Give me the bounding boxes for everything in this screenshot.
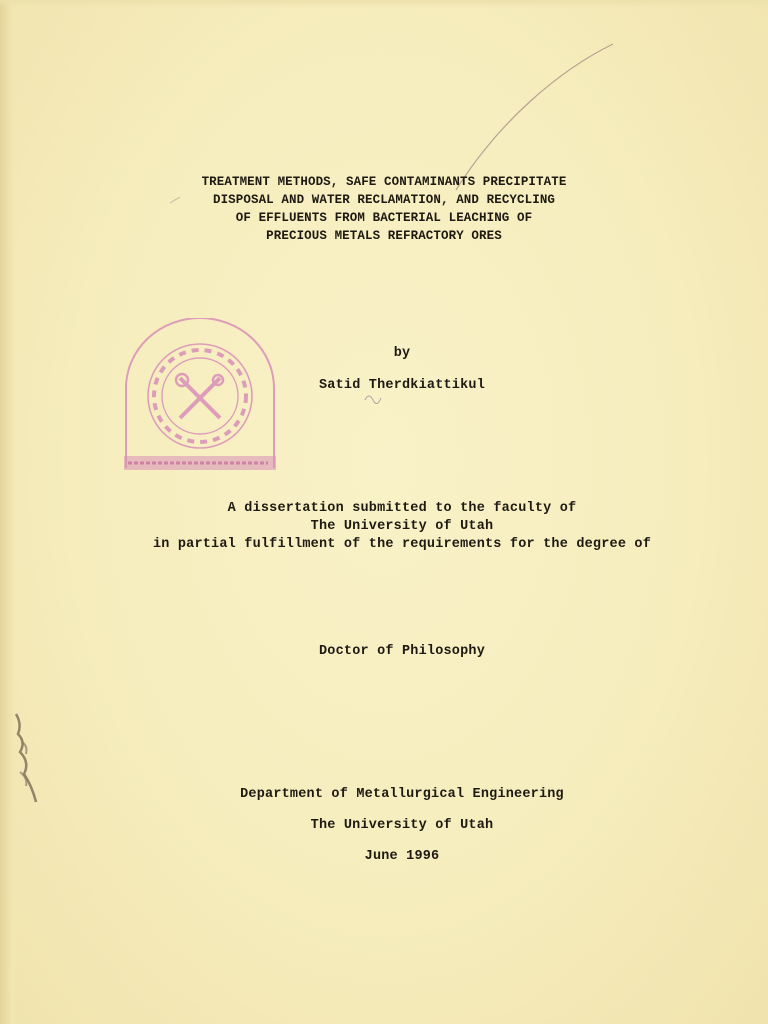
submission-date: June 1996 xyxy=(364,849,440,864)
author-name: Satid Therdkiattikul xyxy=(318,378,486,393)
thesis-title-line-2: DISPOSAL AND WATER RECLAMATION, AND RECYCLING xyxy=(212,193,556,207)
by-label: by xyxy=(393,346,411,361)
statement-line-3: in partial fulfillment of the requirements for the degree of xyxy=(152,537,652,552)
university-seal-stamp xyxy=(120,318,280,476)
department-name: Department of Metallurgical Engineering xyxy=(240,787,564,802)
thesis-title-line-3: OF EFFLUENTS FROM BACTERIAL LEACHING OF xyxy=(235,211,533,225)
thesis-title-line-1: TREATMENT METHODS, SAFE CONTAMINANTS PRECIPITATE xyxy=(201,175,567,189)
statement-line-2: The University of Utah xyxy=(310,519,494,534)
page-left-edge xyxy=(0,0,14,1024)
torn-edge-mark xyxy=(12,712,48,804)
thesis-title-line-4: PRECIOUS METALS REFRACTORY ORES xyxy=(266,229,502,243)
page-top-edge xyxy=(0,0,768,8)
university-name: The University of Utah xyxy=(310,818,494,833)
statement-line-1: A dissertation submitted to the faculty of xyxy=(227,501,577,516)
degree-title: Doctor of Philosophy xyxy=(318,644,486,659)
